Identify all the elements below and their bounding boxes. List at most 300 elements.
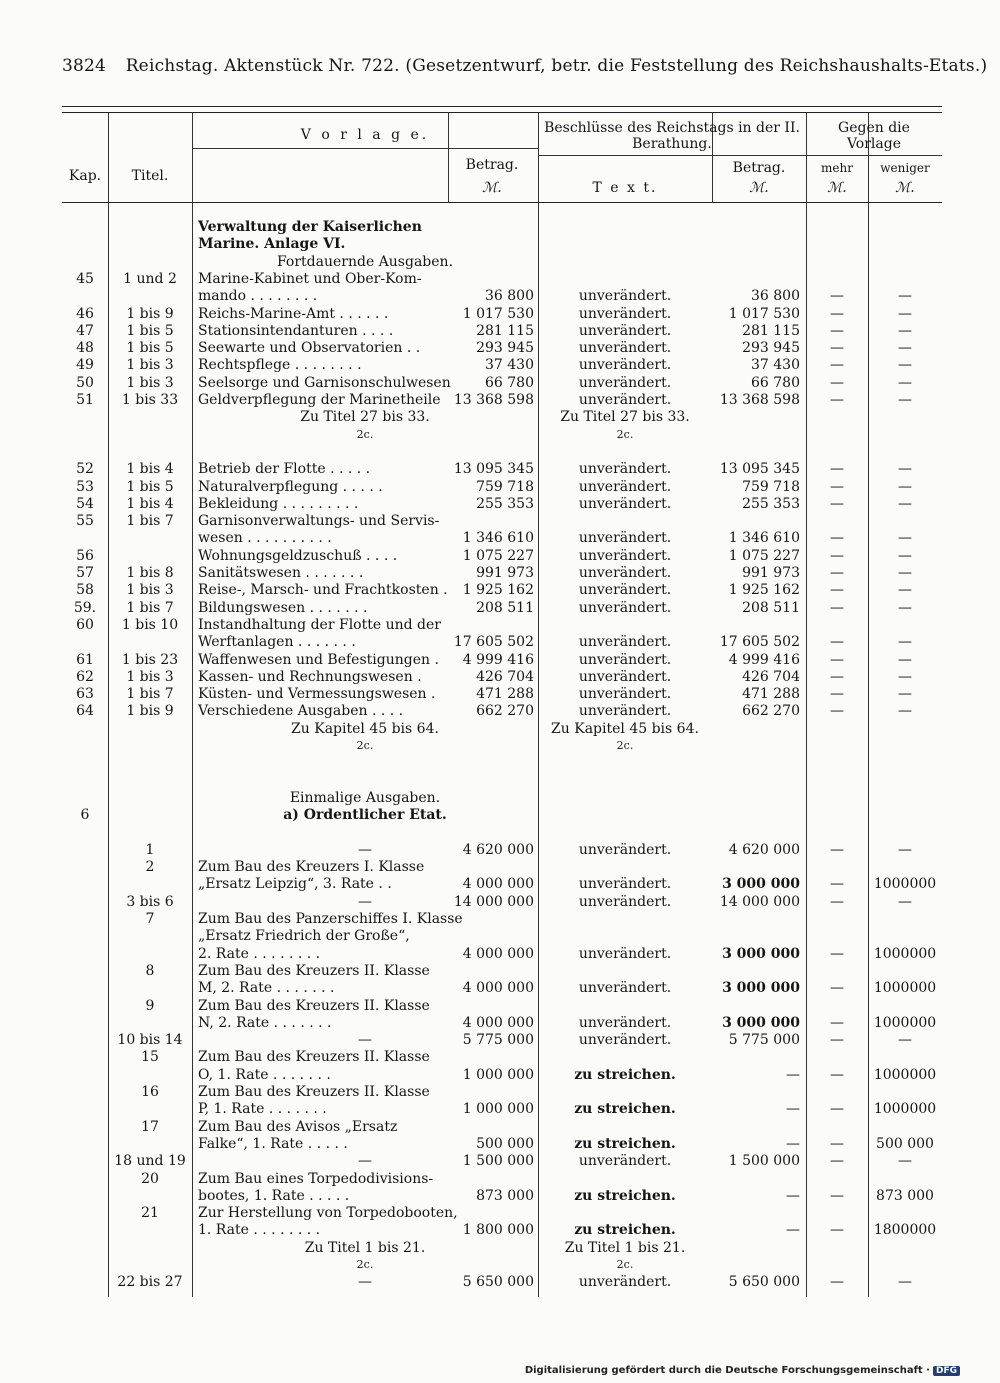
- cell-kap: 54: [76, 495, 94, 512]
- cell-betrag: 426 704: [476, 668, 534, 685]
- cell-betrag2: 426 704: [742, 668, 800, 685]
- cell-betrag2: —: [786, 1187, 800, 1204]
- cell-titel: 10 bis 14: [117, 1032, 183, 1049]
- cell-text: zu streichen.: [574, 1135, 676, 1152]
- header-mehr: mehr: [821, 161, 853, 175]
- cell-titel: 8: [145, 962, 155, 979]
- cell-weniger: —: [898, 1153, 912, 1170]
- cell-weniger: 873 000: [876, 1187, 934, 1204]
- cell-desc: N, 2. Rate . . . . . . .: [198, 1014, 332, 1031]
- cell-mehr: —: [830, 1066, 844, 1083]
- cell-titel: 9: [145, 997, 155, 1014]
- header-weniger-unit: ℳ.: [895, 180, 915, 196]
- cell-text: unverändert.: [578, 876, 672, 893]
- cell-weniger: —: [898, 288, 912, 305]
- cell-desc: Zum Bau des Panzerschiffes I. Klasse: [198, 911, 463, 927]
- page-header-text: Reichstag. Aktenstück Nr. 722. (Gesetzentwurf, betr. die Feststellung des Reichshaushalts-Etats.): [125, 56, 988, 76]
- cell-titel: 1 bis 23: [121, 651, 179, 668]
- cell-titel: 20: [141, 1170, 159, 1187]
- cell-titel: 1 bis 3: [126, 582, 174, 599]
- cell-weniger: 1000000: [873, 980, 937, 997]
- cell-betrag: 5 650 000: [462, 1274, 534, 1291]
- cell-weniger: 1000000: [873, 1014, 937, 1031]
- col-divider: [108, 112, 109, 1297]
- cell-betrag2: 66 780: [751, 374, 800, 391]
- cell-text: unverändert.: [578, 703, 672, 720]
- cell-betrag2: 13 095 345: [719, 461, 800, 478]
- cell-betrag2: 37 430: [751, 357, 800, 374]
- cell-kap: 61: [76, 651, 94, 668]
- cell-titel: 1 bis 4: [126, 495, 174, 512]
- cell-desc: Waffenwesen und Befestigungen .: [198, 651, 439, 668]
- cell-betrag: 13 368 598: [453, 392, 534, 408]
- cell-betrag: 13 095 345: [453, 461, 534, 478]
- cell-betrag2: 255 353: [742, 495, 800, 512]
- header-mehr-unit: ℳ.: [827, 180, 847, 196]
- header-betrag-unit: ℳ.: [482, 180, 502, 196]
- cell-desc: 2c.: [356, 1258, 374, 1271]
- cell-mehr: —: [830, 1153, 844, 1170]
- cell-text: unverändert.: [578, 478, 672, 495]
- cell-text: 2c.: [616, 1258, 634, 1271]
- cell-titel: 17: [141, 1118, 159, 1135]
- cell-titel: 1 und 2: [123, 270, 177, 287]
- cell-weniger: —: [898, 565, 912, 581]
- cell-desc: Sanitätswesen . . . . . . .: [198, 565, 364, 581]
- cell-titel: 1 bis 7: [126, 599, 174, 616]
- cell-weniger: —: [898, 374, 912, 391]
- cell-kap: 53: [76, 478, 94, 495]
- cell-desc: 1. Rate . . . . . . . .: [198, 1222, 321, 1239]
- cell-mehr: —: [830, 1135, 844, 1152]
- cell-text: unverändert.: [578, 893, 672, 910]
- cell-betrag2: 36 800: [751, 288, 800, 305]
- cell-kap: 6: [80, 807, 90, 824]
- cell-desc: 2. Rate . . . . . . . .: [198, 945, 321, 962]
- cell-betrag2: 3 000 000: [722, 945, 800, 962]
- cell-desc: Kassen- und Rechnungswesen .: [198, 668, 422, 685]
- header-beschluesse: Beschlüsse des Reichstags in der II. Berathung.: [544, 120, 800, 152]
- cell-mehr: —: [830, 1222, 844, 1239]
- header-betrag2: Betrag.: [732, 160, 786, 176]
- cell-betrag: 14 000 000: [453, 893, 534, 910]
- header-vorlage: V o r l a g e.: [300, 127, 430, 143]
- cell-kap: 59.: [73, 599, 97, 616]
- cell-desc: —: [358, 841, 372, 858]
- cell-desc: Instandhaltung der Flotte und der: [198, 616, 441, 633]
- cell-desc: Fortdauernde Ausgaben.: [276, 253, 454, 270]
- cell-betrag: 17 605 502: [453, 634, 534, 651]
- cell-mehr: —: [830, 1014, 844, 1031]
- cell-text: zu streichen.: [574, 1101, 676, 1118]
- cell-titel: 22 bis 27: [117, 1274, 183, 1291]
- cell-betrag: 36 800: [485, 288, 534, 305]
- cell-betrag2: 4 620 000: [728, 841, 800, 858]
- cell-kap: 52: [76, 461, 94, 478]
- cell-weniger: —: [898, 461, 912, 478]
- cell-mehr: —: [830, 703, 844, 720]
- cell-weniger: —: [898, 530, 912, 547]
- page-header: [62, 56, 988, 76]
- cell-mehr: —: [830, 495, 844, 512]
- cell-text: unverändert.: [578, 1274, 672, 1291]
- cell-betrag: 1 017 530: [462, 305, 534, 322]
- cell-betrag: 4 620 000: [462, 841, 534, 858]
- cell-betrag: 1 925 162: [462, 582, 534, 599]
- cell-betrag2: 662 270: [742, 703, 800, 720]
- cell-mehr: —: [830, 288, 844, 305]
- cell-betrag: 1 075 227: [462, 547, 534, 564]
- cell-kap: 57: [76, 565, 94, 581]
- cell-mehr: —: [830, 547, 844, 564]
- cell-text: Zu Titel 27 bis 33.: [560, 409, 690, 426]
- cell-titel: 1 bis 9: [126, 703, 174, 720]
- cell-weniger: 1000000: [873, 945, 937, 962]
- cell-text: unverändert.: [578, 1153, 672, 1170]
- cell-weniger: 1000000: [873, 876, 937, 893]
- cell-text: unverändert.: [578, 841, 672, 858]
- cell-desc: —: [358, 893, 372, 910]
- rule-header-bottom: [62, 202, 942, 203]
- cell-weniger: —: [898, 322, 912, 339]
- cell-text: unverändert.: [578, 495, 672, 512]
- cell-weniger: —: [898, 703, 912, 720]
- cell-desc: Zum Bau des Kreuzers II. Klasse: [198, 1084, 430, 1100]
- cell-text: unverändert.: [578, 634, 672, 651]
- header-kap: Kap.: [68, 168, 102, 184]
- cell-text: unverändert.: [578, 1014, 672, 1031]
- header-betrag2-unit: ℳ.: [749, 180, 769, 196]
- cell-desc: Seewarte und Observatorien . .: [198, 340, 421, 357]
- cell-betrag2: 471 288: [742, 686, 800, 703]
- cell-mehr: —: [830, 599, 844, 616]
- cell-text: unverändert.: [578, 340, 672, 357]
- cell-weniger: 1000000: [873, 1066, 937, 1083]
- cell-desc: Garnisonverwaltungs- und Servis-: [198, 513, 440, 530]
- cell-mehr: —: [830, 478, 844, 495]
- cell-mehr: —: [830, 374, 844, 391]
- cell-desc: Zum Bau des Kreuzers II. Klasse: [198, 962, 430, 979]
- cell-betrag2: —: [786, 1066, 800, 1083]
- cell-text: unverändert.: [578, 322, 672, 339]
- cell-mehr: —: [830, 1274, 844, 1291]
- cell-mehr: —: [830, 357, 844, 374]
- cell-betrag2: 281 115: [742, 322, 800, 339]
- rule-top-2: [62, 112, 942, 113]
- rule-top: [62, 106, 942, 107]
- cell-desc: Betrieb der Flotte . . . . .: [198, 461, 371, 478]
- cell-betrag2: —: [786, 1101, 800, 1118]
- cell-desc: „Ersatz Leipzig“, 3. Rate . .: [198, 876, 392, 893]
- cell-text: unverändert.: [578, 651, 672, 668]
- cell-titel: 2: [145, 859, 155, 876]
- cell-text: unverändert.: [578, 288, 672, 305]
- cell-desc: Stationsintendanturen . . . .: [198, 322, 394, 339]
- subheader-rule: [806, 155, 942, 156]
- cell-titel: 1 bis 3: [126, 374, 174, 391]
- cell-desc: wesen . . . . . . . . . .: [198, 530, 332, 547]
- cell-desc: Bekleidung . . . . . . . . .: [198, 495, 359, 512]
- cell-desc: Zum Bau eines Torpedodivisions-: [198, 1170, 434, 1187]
- cell-betrag: 281 115: [476, 322, 534, 339]
- cell-text: unverändert.: [578, 530, 672, 547]
- cell-titel: 1 bis 7: [126, 513, 174, 530]
- cell-titel: 7: [145, 911, 155, 927]
- cell-betrag2: —: [786, 1222, 800, 1239]
- cell-desc: Zum Bau des Kreuzers II. Klasse: [198, 1049, 430, 1066]
- cell-betrag: 5 775 000: [462, 1032, 534, 1049]
- cell-betrag2: 1 075 227: [728, 547, 800, 564]
- cell-mehr: —: [830, 686, 844, 703]
- cell-mehr: —: [830, 461, 844, 478]
- cell-weniger: —: [898, 634, 912, 651]
- cell-betrag2: 3 000 000: [722, 876, 800, 893]
- cell-titel: 1 bis 5: [126, 322, 174, 339]
- cell-kap: 60: [76, 616, 94, 633]
- cell-text: unverändert.: [578, 547, 672, 564]
- cell-desc: mando . . . . . . . .: [198, 288, 318, 305]
- cell-mehr: —: [830, 668, 844, 685]
- footer: [525, 1365, 960, 1376]
- cell-desc: Verwaltung der Kaiserlichen: [198, 219, 422, 235]
- cell-betrag: 471 288: [476, 686, 534, 703]
- cell-betrag2: 1 346 610: [728, 530, 800, 547]
- cell-kap: 62: [76, 668, 94, 685]
- cell-kap: 45: [76, 270, 94, 287]
- cell-desc: bootes, 1. Rate . . . . .: [198, 1187, 350, 1204]
- cell-weniger: —: [898, 340, 912, 357]
- cell-mehr: —: [830, 876, 844, 893]
- cell-betrag2: —: [786, 1135, 800, 1152]
- cell-betrag: 1 500 000: [462, 1153, 534, 1170]
- footer-text: Digitalisierung gefördert durch die Deutsche Forschungsgemeinschaft ·: [524, 1365, 930, 1376]
- cell-text: 2c.: [616, 739, 634, 752]
- cell-desc: Verschiedene Ausgaben . . . .: [198, 703, 404, 720]
- cell-text: unverändert.: [578, 565, 672, 581]
- cell-betrag: 4 999 416: [462, 651, 534, 668]
- cell-betrag: 66 780: [485, 374, 534, 391]
- cell-desc: Marine-Kabinet und Ober-Kom-: [198, 270, 422, 287]
- cell-kap: 58: [76, 582, 94, 599]
- cell-weniger: 1000000: [873, 1101, 937, 1118]
- cell-kap: 48: [76, 340, 94, 357]
- cell-betrag: 873 000: [476, 1187, 534, 1204]
- cell-mehr: —: [830, 634, 844, 651]
- cell-weniger: —: [898, 547, 912, 564]
- cell-mehr: —: [830, 322, 844, 339]
- cell-weniger: —: [898, 893, 912, 910]
- cell-text: unverändert.: [578, 599, 672, 616]
- cell-weniger: 500 000: [876, 1135, 934, 1152]
- cell-betrag2: 1 500 000: [728, 1153, 800, 1170]
- cell-desc: Einmalige Ausgaben.: [289, 789, 441, 806]
- header-betrag: Betrag.: [465, 157, 519, 173]
- header-titel: Titel.: [131, 168, 169, 184]
- cell-titel: 1 bis 8: [126, 565, 174, 581]
- cell-betrag: 662 270: [476, 703, 534, 720]
- cell-weniger: —: [898, 582, 912, 599]
- cell-titel: 18 und 19: [114, 1153, 186, 1170]
- cell-mehr: —: [830, 340, 844, 357]
- cell-titel: 1 bis 9: [126, 305, 174, 322]
- cell-betrag2: 5 775 000: [728, 1032, 800, 1049]
- cell-titel: 21: [141, 1205, 159, 1222]
- dfg-logo: DFG: [933, 1366, 960, 1376]
- cell-betrag: 759 718: [476, 478, 534, 495]
- cell-weniger: 1800000: [873, 1222, 937, 1239]
- cell-text: 2c.: [616, 427, 634, 441]
- cell-betrag: 293 945: [476, 340, 534, 357]
- cell-kap: 55: [76, 513, 94, 530]
- cell-weniger: —: [898, 651, 912, 668]
- cell-betrag: 1 800 000: [462, 1222, 534, 1239]
- cell-mehr: —: [830, 945, 844, 962]
- cell-betrag2: 208 511: [742, 599, 800, 616]
- cell-desc: Wohnungsgeldzuschuß . . . .: [198, 547, 398, 564]
- cell-desc: Zum Bau des Kreuzers I. Klasse: [198, 859, 425, 876]
- cell-desc: —: [358, 1032, 372, 1049]
- cell-kap: 46: [76, 305, 94, 322]
- cell-betrag: 991 973: [476, 565, 534, 581]
- cell-titel: 16: [141, 1084, 159, 1100]
- cell-mehr: —: [830, 893, 844, 910]
- cell-betrag2: 1 925 162: [728, 582, 800, 599]
- cell-text: unverändert.: [578, 357, 672, 374]
- cell-weniger: —: [898, 841, 912, 858]
- cell-desc: Zu Titel 1 bis 21.: [304, 1239, 426, 1256]
- cell-kap: 51: [76, 392, 94, 408]
- cell-titel: 15: [141, 1049, 159, 1066]
- cell-kap: 50: [76, 374, 94, 391]
- cell-mehr: —: [830, 582, 844, 599]
- cell-betrag2: 4 999 416: [728, 651, 800, 668]
- cell-betrag: 4 000 000: [462, 980, 534, 997]
- cell-weniger: —: [898, 668, 912, 685]
- cell-desc: Zum Bau des Avisos „Ersatz: [198, 1118, 398, 1135]
- cell-titel: 1 bis 33: [121, 392, 179, 408]
- cell-betrag2: 991 973: [742, 565, 800, 581]
- cell-desc: Werftanlagen . . . . . . .: [198, 634, 356, 651]
- cell-weniger: —: [898, 1274, 912, 1291]
- cell-desc: O, 1. Rate . . . . . . .: [198, 1066, 331, 1083]
- cell-titel: 1 bis 4: [126, 461, 174, 478]
- cell-mehr: —: [830, 305, 844, 322]
- cell-text: Zu Titel 1 bis 21.: [564, 1239, 686, 1256]
- cell-text: unverändert.: [578, 461, 672, 478]
- cell-betrag2: 5 650 000: [728, 1274, 800, 1291]
- cell-betrag: 4 000 000: [462, 876, 534, 893]
- cell-desc: Naturalverpflegung . . . . .: [198, 478, 383, 495]
- cell-desc: Reichs-Marine-Amt . . . . . .: [198, 305, 389, 322]
- cell-kap: 56: [76, 547, 94, 564]
- cell-titel: 1 bis 3: [126, 357, 174, 374]
- cell-betrag: 1 000 000: [462, 1066, 534, 1083]
- cell-kap: 64: [76, 703, 94, 720]
- col-divider: [192, 112, 193, 1297]
- cell-desc: P, 1. Rate . . . . . . .: [198, 1101, 327, 1118]
- cell-text: zu streichen.: [574, 1222, 676, 1239]
- page-number: 3824: [62, 56, 107, 76]
- header-gegen: Gegen die Vorlage: [838, 120, 910, 152]
- cell-mehr: —: [830, 651, 844, 668]
- cell-weniger: —: [898, 495, 912, 512]
- subheader-rule: [538, 155, 806, 156]
- cell-mehr: —: [830, 565, 844, 581]
- cell-text: unverändert.: [578, 582, 672, 599]
- cell-betrag2: 14 000 000: [719, 893, 800, 910]
- cell-titel: 1: [145, 841, 155, 858]
- cell-betrag2: 3 000 000: [722, 980, 800, 997]
- cell-weniger: —: [898, 305, 912, 322]
- cell-desc: —: [358, 1274, 372, 1291]
- cell-desc: Falke“, 1. Rate . . . . .: [198, 1135, 348, 1152]
- cell-text: unverändert.: [578, 945, 672, 962]
- cell-mehr: —: [830, 1032, 844, 1049]
- header-weniger: weniger: [880, 161, 930, 175]
- cell-desc: Reise-, Marsch- und Frachtkosten .: [198, 582, 448, 599]
- cell-mehr: —: [830, 1101, 844, 1118]
- cell-betrag2: 293 945: [742, 340, 800, 357]
- cell-titel: 1 bis 5: [126, 478, 174, 495]
- cell-betrag: 4 000 000: [462, 945, 534, 962]
- cell-betrag: 255 353: [476, 495, 534, 512]
- cell-weniger: —: [898, 357, 912, 374]
- cell-weniger: —: [898, 392, 912, 408]
- subheader-rule: [192, 148, 538, 149]
- cell-mehr: —: [830, 530, 844, 547]
- cell-text: unverändert.: [578, 1032, 672, 1049]
- cell-betrag: 4 000 000: [462, 1014, 534, 1031]
- header-text: T e x t.: [592, 180, 658, 196]
- cell-desc: 2c.: [356, 739, 374, 752]
- cell-betrag: 208 511: [476, 599, 534, 616]
- cell-desc: Bildungswesen . . . . . . .: [198, 599, 368, 616]
- cell-text: unverändert.: [578, 392, 672, 408]
- cell-mehr: —: [830, 980, 844, 997]
- cell-desc: Zur Herstellung von Torpedobooten,: [198, 1205, 458, 1222]
- cell-betrag: 37 430: [485, 357, 534, 374]
- cell-text: unverändert.: [578, 980, 672, 997]
- cell-desc: Marine. Anlage VI.: [198, 236, 346, 253]
- cell-desc: M, 2. Rate . . . . . . .: [198, 980, 335, 997]
- cell-text: unverändert.: [578, 305, 672, 322]
- cell-desc: Seelsorge und Garnisonschulwesen: [198, 374, 451, 391]
- cell-text: zu streichen.: [574, 1187, 676, 1204]
- cell-desc: Küsten- und Vermessungswesen .: [198, 686, 436, 703]
- cell-text: unverändert.: [578, 668, 672, 685]
- cell-text: unverändert.: [578, 686, 672, 703]
- cell-text: unverändert.: [578, 374, 672, 391]
- cell-kap: 63: [76, 686, 94, 703]
- cell-desc: Zu Kapitel 45 bis 64.: [291, 720, 439, 737]
- cell-weniger: —: [898, 686, 912, 703]
- cell-desc: Geldverpflegung der Marinetheile: [198, 392, 441, 408]
- cell-betrag: 1 346 610: [462, 530, 534, 547]
- cell-mehr: —: [830, 841, 844, 858]
- cell-betrag2: 3 000 000: [722, 1014, 800, 1031]
- cell-betrag: 500 000: [476, 1135, 534, 1152]
- cell-desc: 2c.: [356, 427, 374, 441]
- cell-desc: Zum Bau des Kreuzers II. Klasse: [198, 997, 430, 1014]
- cell-betrag2: 17 605 502: [719, 634, 800, 651]
- cell-kap: 49: [76, 357, 94, 374]
- cell-desc: „Ersatz Friedrich der Große“,: [198, 928, 410, 945]
- cell-betrag2: 759 718: [742, 478, 800, 495]
- cell-desc: Rechtspflege . . . . . . . .: [198, 357, 362, 374]
- cell-weniger: —: [898, 1032, 912, 1049]
- cell-mehr: —: [830, 392, 844, 408]
- cell-desc: a) Ordentlicher Etat.: [283, 807, 447, 824]
